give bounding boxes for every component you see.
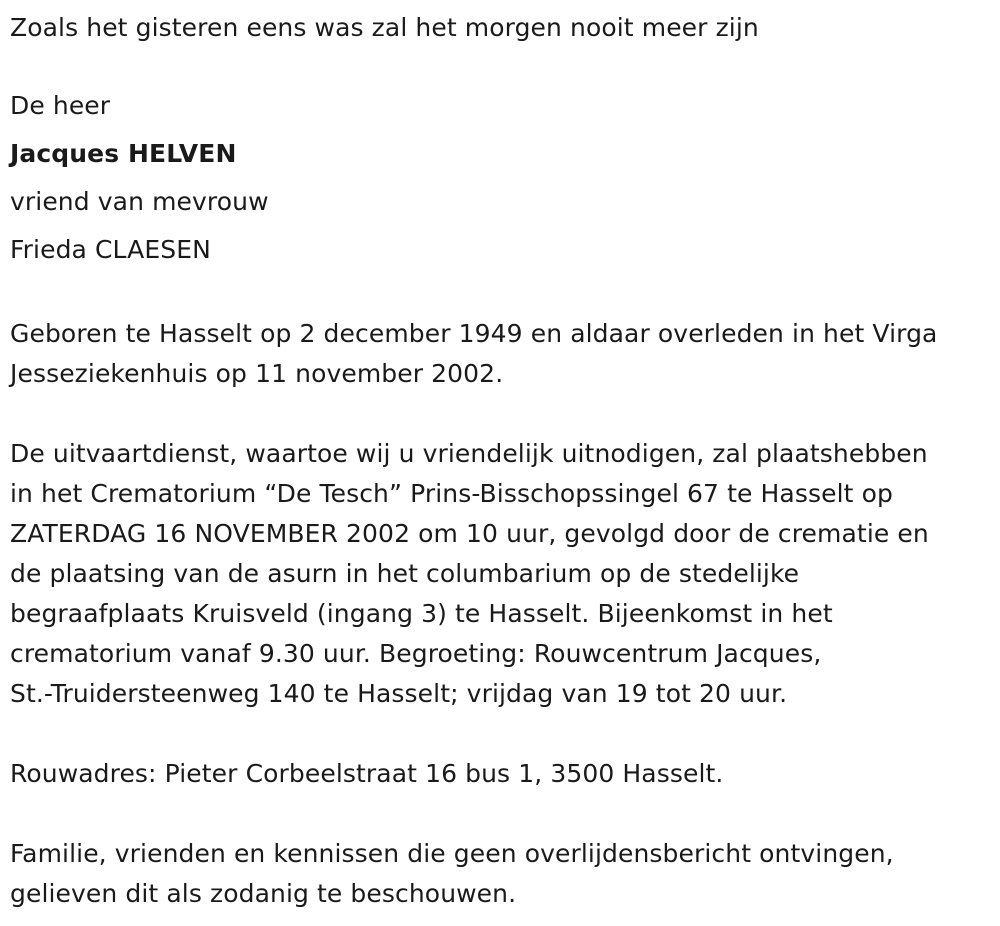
deceased-name: Jacques HELVEN bbox=[10, 139, 237, 168]
paragraph-line: de plaatsing van de asurn in het columbarium op de stedelijke bbox=[10, 559, 800, 588]
ceremony-paragraph bbox=[10, 434, 1000, 714]
spacer bbox=[10, 48, 1000, 82]
mourning-address: Rouwadres: Pieter Corbeelstraat 16 bus 1, 3500 Hasselt. bbox=[10, 759, 724, 788]
spacer bbox=[10, 274, 1000, 314]
spacer bbox=[10, 714, 1000, 754]
paragraph-line: Geboren te Hasselt op 2 december 1949 en aldaar overleden in het Virga bbox=[10, 319, 938, 348]
spacer bbox=[10, 794, 1000, 834]
motto: Zoals het gisteren eens was zal het morgen nooit meer zijn bbox=[10, 13, 759, 42]
paragraph-line: Jesseziekenhuis op 11 november 2002. bbox=[10, 359, 504, 388]
paragraph-line: ZATERDAG 16 NOVEMBER 2002 om 10 uur, gevolgd door de crematie en bbox=[10, 519, 929, 548]
paragraph-line: St.-Truidersteenweg 140 te Hasselt; vrijdag van 19 tot 20 uur. bbox=[10, 679, 788, 708]
closing-paragraph bbox=[10, 834, 1000, 914]
paragraph-line: begraafplaats Kruisveld (ingang 3) te Hasselt. Bijeenkomst in het bbox=[10, 599, 833, 628]
relation-text: vriend van mevrouw bbox=[10, 187, 269, 216]
paragraph-line: Familie, vrienden en kennissen die geen overlijdensbericht ontvingen, bbox=[10, 839, 894, 868]
salutation: De heer bbox=[10, 91, 111, 120]
paragraph-line: crematorium vanaf 9.30 uur. Begroeting: Rouwcentrum Jacques, bbox=[10, 639, 822, 668]
paragraph-line: De uitvaartdienst, waartoe wij u vriendelijk uitnodigen, zal plaatshebben bbox=[10, 439, 928, 468]
spacer bbox=[10, 394, 1000, 434]
paragraph-line: in het Crematorium “De Tesch” Prins-Bisschopssingel 67 te Hasselt op bbox=[10, 479, 893, 508]
paragraph-line: gelieven dit als zodanig te beschouwen. bbox=[10, 879, 517, 908]
partner-name: Frieda CLAESEN bbox=[10, 235, 211, 264]
birth-paragraph bbox=[10, 314, 1000, 394]
